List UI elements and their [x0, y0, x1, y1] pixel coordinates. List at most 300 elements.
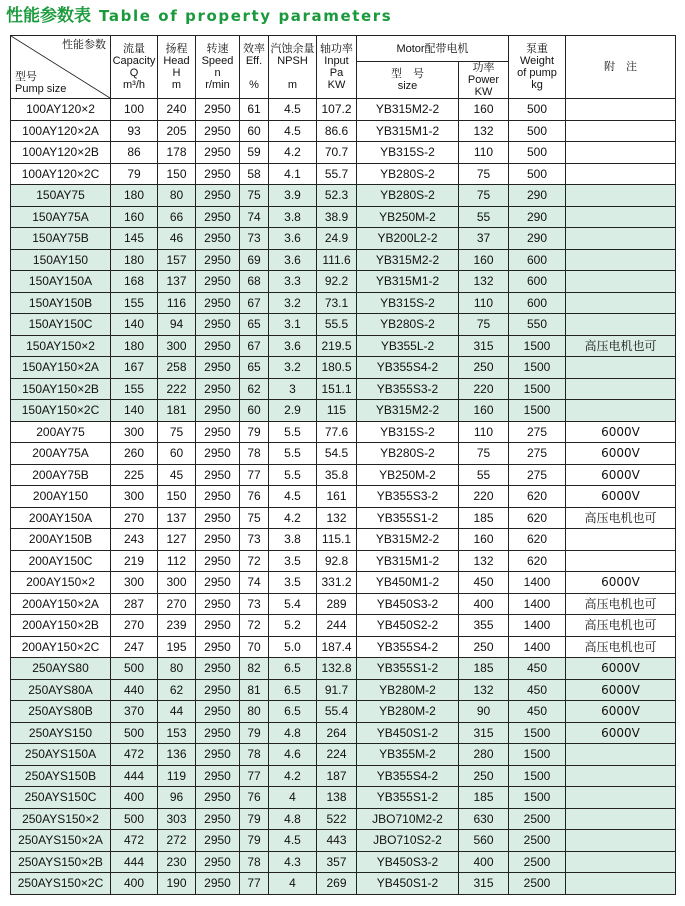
cell-n: 2950: [196, 206, 240, 228]
cell-eff: 81: [240, 679, 269, 701]
cell-npsh: 6.5: [269, 679, 317, 701]
cell-n: 2950: [196, 572, 240, 594]
table-row: [11, 400, 676, 422]
cell-n: 2950: [196, 335, 240, 357]
cell-pa: 24.9: [317, 228, 357, 250]
cell-npsh: 4.8: [269, 808, 317, 830]
cell-weight: 620: [509, 529, 566, 551]
cell-motor: YB280S-2: [357, 314, 459, 336]
cell-model: 200AY150A: [11, 507, 111, 529]
cell-motor: YB355S4-2: [357, 357, 459, 379]
cell-note: 6000V: [566, 658, 676, 680]
cell-weight: 1400: [509, 615, 566, 637]
table-row: [11, 378, 676, 400]
cell-weight: 1500: [509, 722, 566, 744]
cell-npsh: 4: [269, 873, 317, 895]
cell-motor: YB315M1-2: [357, 550, 459, 572]
cell-eff: 67: [240, 292, 269, 314]
cell-motor: YB355S3-2: [357, 378, 459, 400]
cell-h: 240: [158, 99, 196, 121]
cell-npsh: 3.6: [269, 228, 317, 250]
cell-model: 150AY75B: [11, 228, 111, 250]
cell-weight: 600: [509, 249, 566, 271]
cell-weight: 1500: [509, 765, 566, 787]
cell-kw: 110: [459, 421, 509, 443]
cell-kw: 132: [459, 550, 509, 572]
cell-weight: 500: [509, 163, 566, 185]
cell-model: 100AY120×2A: [11, 120, 111, 142]
cell-note: [566, 744, 676, 766]
cell-npsh: 4.8: [269, 722, 317, 744]
cell-n: 2950: [196, 744, 240, 766]
cell-npsh: 5.2: [269, 615, 317, 637]
cell-motor: YB355S1-2: [357, 787, 459, 809]
cell-q: 270: [111, 507, 158, 529]
cell-h: 195: [158, 636, 196, 658]
cell-q: 160: [111, 206, 158, 228]
cell-weight: 450: [509, 701, 566, 723]
cell-npsh: 3.6: [269, 335, 317, 357]
header-speed: 转速 Speed n r/min: [196, 36, 240, 99]
cell-note: [566, 120, 676, 142]
cell-weight: 1400: [509, 593, 566, 615]
cell-pa: 132: [317, 507, 357, 529]
cell-motor: YB315M1-2: [357, 271, 459, 293]
cell-weight: 500: [509, 142, 566, 164]
cell-kw: 75: [459, 314, 509, 336]
cell-motor: YB315M2-2: [357, 99, 459, 121]
cell-h: 181: [158, 400, 196, 422]
cell-motor: YB355S1-2: [357, 658, 459, 680]
header-motor-model: 型 号 size: [357, 62, 459, 99]
cell-note: 高压电机也可: [566, 593, 676, 615]
header-npsh: 汽蚀余量 NPSH m: [269, 36, 317, 99]
cell-n: 2950: [196, 378, 240, 400]
cell-h: 137: [158, 271, 196, 293]
cell-note: [566, 529, 676, 551]
cell-kw: 315: [459, 335, 509, 357]
cell-kw: 185: [459, 787, 509, 809]
cell-motor: JBO710S2-2: [357, 830, 459, 852]
header-motor: Motor配带电机: [357, 36, 509, 62]
cell-note: [566, 550, 676, 572]
cell-npsh: 4.5: [269, 99, 317, 121]
cell-n: 2950: [196, 464, 240, 486]
cell-model: 250AYS150B: [11, 765, 111, 787]
cell-motor: YB355S3-2: [357, 486, 459, 508]
cell-q: 472: [111, 744, 158, 766]
cell-npsh: 4.2: [269, 142, 317, 164]
cell-note: [566, 206, 676, 228]
table-row: [11, 507, 676, 529]
cell-n: 2950: [196, 615, 240, 637]
table-row: [11, 593, 676, 615]
cell-h: 239: [158, 615, 196, 637]
cell-n: 2950: [196, 507, 240, 529]
cell-eff: 65: [240, 357, 269, 379]
table-row: [11, 851, 676, 873]
cell-eff: 79: [240, 421, 269, 443]
cell-pa: 92.2: [317, 271, 357, 293]
cell-model: 150AY150A: [11, 271, 111, 293]
cell-n: 2950: [196, 357, 240, 379]
cell-npsh: 4.2: [269, 507, 317, 529]
table-row: [11, 830, 676, 852]
cell-h: 96: [158, 787, 196, 809]
cell-q: 79: [111, 163, 158, 185]
cell-weight: 2500: [509, 808, 566, 830]
cell-pa: 115.1: [317, 529, 357, 551]
cell-q: 500: [111, 808, 158, 830]
cell-pa: 73.1: [317, 292, 357, 314]
cell-q: 93: [111, 120, 158, 142]
cell-n: 2950: [196, 99, 240, 121]
cell-q: 225: [111, 464, 158, 486]
cell-eff: 77: [240, 765, 269, 787]
cell-q: 260: [111, 443, 158, 465]
cell-note: [566, 292, 676, 314]
cell-weight: 1400: [509, 636, 566, 658]
cell-weight: 290: [509, 185, 566, 207]
table-row: [11, 722, 676, 744]
cell-npsh: 5.5: [269, 464, 317, 486]
cell-note: 高压电机也可: [566, 636, 676, 658]
cell-pa: 54.5: [317, 443, 357, 465]
cell-q: 500: [111, 722, 158, 744]
table-row: [11, 185, 676, 207]
cell-weight: 275: [509, 443, 566, 465]
cell-q: 247: [111, 636, 158, 658]
table-row: [11, 744, 676, 766]
cell-kw: 220: [459, 486, 509, 508]
cell-kw: 75: [459, 185, 509, 207]
cell-pa: 115: [317, 400, 357, 422]
cell-model: 250AYS150: [11, 722, 111, 744]
cell-model: 250AYS150×2A: [11, 830, 111, 852]
cell-n: 2950: [196, 185, 240, 207]
cell-q: 500: [111, 658, 158, 680]
cell-weight: 450: [509, 679, 566, 701]
table-row: [11, 99, 676, 121]
table-row: [11, 271, 676, 293]
cell-h: 150: [158, 163, 196, 185]
cell-note: [566, 400, 676, 422]
cell-h: 153: [158, 722, 196, 744]
cell-motor: YB250M-2: [357, 464, 459, 486]
cell-h: 258: [158, 357, 196, 379]
cell-npsh: 3.2: [269, 292, 317, 314]
cell-h: 46: [158, 228, 196, 250]
cell-eff: 76: [240, 787, 269, 809]
cell-weight: 290: [509, 206, 566, 228]
cell-kw: 160: [459, 400, 509, 422]
cell-n: 2950: [196, 830, 240, 852]
cell-kw: 185: [459, 507, 509, 529]
cell-n: 2950: [196, 271, 240, 293]
table-row: [11, 443, 676, 465]
cell-model: 150AY150C: [11, 314, 111, 336]
cell-pa: 38.9: [317, 206, 357, 228]
table-row: [11, 658, 676, 680]
cell-weight: 620: [509, 550, 566, 572]
cell-eff: 70: [240, 636, 269, 658]
table-row: [11, 486, 676, 508]
cell-motor: YB315M2-2: [357, 400, 459, 422]
table-row: [11, 787, 676, 809]
cell-q: 219: [111, 550, 158, 572]
cell-weight: 2500: [509, 873, 566, 895]
header-weight: 泵重 Weight of pump kg: [509, 36, 566, 99]
cell-n: 2950: [196, 722, 240, 744]
cell-eff: 68: [240, 271, 269, 293]
cell-npsh: 5.0: [269, 636, 317, 658]
cell-motor: YB450M1-2: [357, 572, 459, 594]
cell-motor: YB355S4-2: [357, 765, 459, 787]
cell-eff: 79: [240, 808, 269, 830]
cell-kw: 132: [459, 120, 509, 142]
cell-eff: 74: [240, 572, 269, 594]
cell-note: [566, 787, 676, 809]
cell-motor: YB355L-2: [357, 335, 459, 357]
cell-motor: YB315M2-2: [357, 529, 459, 551]
header-head: 扬程 Head H m: [158, 36, 196, 99]
cell-pa: 522: [317, 808, 357, 830]
cell-motor: YB355M-2: [357, 744, 459, 766]
cell-npsh: 6.5: [269, 701, 317, 723]
cell-eff: 75: [240, 185, 269, 207]
table-row: [11, 292, 676, 314]
cell-pa: 55.7: [317, 163, 357, 185]
cell-pa: 91.7: [317, 679, 357, 701]
cell-kw: 315: [459, 722, 509, 744]
cell-weight: 1500: [509, 335, 566, 357]
cell-h: 205: [158, 120, 196, 142]
cell-eff: 77: [240, 464, 269, 486]
cell-h: 150: [158, 486, 196, 508]
cell-model: 250AYS150×2: [11, 808, 111, 830]
table-row: [11, 572, 676, 594]
cell-weight: 450: [509, 658, 566, 680]
cell-n: 2950: [196, 873, 240, 895]
cell-npsh: 3.8: [269, 529, 317, 551]
cell-eff: 74: [240, 206, 269, 228]
cell-pa: 289: [317, 593, 357, 615]
cell-eff: 78: [240, 443, 269, 465]
header-model-corner: [11, 36, 111, 99]
cell-q: 167: [111, 357, 158, 379]
table-row: [11, 679, 676, 701]
cell-pa: 151.1: [317, 378, 357, 400]
cell-kw: 37: [459, 228, 509, 250]
cell-h: 60: [158, 443, 196, 465]
cell-weight: 550: [509, 314, 566, 336]
cell-note: [566, 765, 676, 787]
cell-h: 222: [158, 378, 196, 400]
cell-q: 180: [111, 249, 158, 271]
cell-pa: 55.4: [317, 701, 357, 723]
cell-npsh: 4.1: [269, 163, 317, 185]
cell-model: 250AYS150×2B: [11, 851, 111, 873]
cell-n: 2950: [196, 120, 240, 142]
cell-q: 86: [111, 142, 158, 164]
cell-npsh: 4.3: [269, 851, 317, 873]
cell-weight: 275: [509, 464, 566, 486]
cell-note: [566, 271, 676, 293]
cell-q: 400: [111, 787, 158, 809]
cell-eff: 73: [240, 228, 269, 250]
cell-model: 250AYS80A: [11, 679, 111, 701]
cell-q: 300: [111, 421, 158, 443]
table-row: [11, 249, 676, 271]
cell-note: [566, 314, 676, 336]
cell-q: 444: [111, 851, 158, 873]
cell-pa: 357: [317, 851, 357, 873]
cell-note: 6000V: [566, 701, 676, 723]
cell-h: 94: [158, 314, 196, 336]
cell-model: 200AY150×2: [11, 572, 111, 594]
cell-pa: 180.5: [317, 357, 357, 379]
cell-note: [566, 357, 676, 379]
cell-kw: 75: [459, 163, 509, 185]
cell-kw: 160: [459, 99, 509, 121]
cell-kw: 630: [459, 808, 509, 830]
cell-model: 200AY150×2B: [11, 615, 111, 637]
cell-model: 150AY150×2B: [11, 378, 111, 400]
table-row: [11, 464, 676, 486]
cell-weight: 275: [509, 421, 566, 443]
cell-weight: 1400: [509, 572, 566, 594]
cell-n: 2950: [196, 314, 240, 336]
cell-pa: 269: [317, 873, 357, 895]
cell-h: 44: [158, 701, 196, 723]
cell-n: 2950: [196, 443, 240, 465]
table-row: [11, 808, 676, 830]
table-row: [11, 529, 676, 551]
cell-note: [566, 808, 676, 830]
cell-h: 270: [158, 593, 196, 615]
cell-npsh: 4: [269, 787, 317, 809]
cell-note: 6000V: [566, 679, 676, 701]
cell-weight: 600: [509, 292, 566, 314]
cell-q: 145: [111, 228, 158, 250]
cell-weight: 600: [509, 271, 566, 293]
cell-model: 150AY75: [11, 185, 111, 207]
cell-motor: YB280S-2: [357, 163, 459, 185]
title-cn: 性能参数表: [6, 6, 91, 26]
cell-q: 180: [111, 335, 158, 357]
table-row: [11, 314, 676, 336]
cell-pa: 187: [317, 765, 357, 787]
cell-eff: 82: [240, 658, 269, 680]
cell-note: [566, 830, 676, 852]
table-row: [11, 765, 676, 787]
cell-model: 200AY150×2C: [11, 636, 111, 658]
cell-motor: YB280M-2: [357, 679, 459, 701]
cell-weight: 1500: [509, 744, 566, 766]
cell-kw: 55: [459, 464, 509, 486]
cell-weight: 290: [509, 228, 566, 250]
cell-q: 155: [111, 378, 158, 400]
cell-h: 230: [158, 851, 196, 873]
cell-npsh: 5.4: [269, 593, 317, 615]
cell-motor: YB355S4-2: [357, 636, 459, 658]
cell-kw: 400: [459, 593, 509, 615]
cell-n: 2950: [196, 163, 240, 185]
cell-pa: 161: [317, 486, 357, 508]
cell-npsh: 4.2: [269, 765, 317, 787]
cell-motor: YB315S-2: [357, 421, 459, 443]
cell-note: [566, 228, 676, 250]
cell-pa: 70.7: [317, 142, 357, 164]
cell-kw: 250: [459, 357, 509, 379]
table-row: [11, 615, 676, 637]
cell-h: 45: [158, 464, 196, 486]
cell-eff: 72: [240, 550, 269, 572]
cell-model: 250AYS150×2C: [11, 873, 111, 895]
cell-pa: 52.3: [317, 185, 357, 207]
cell-h: 112: [158, 550, 196, 572]
table-row: [11, 873, 676, 895]
cell-weight: 1500: [509, 357, 566, 379]
cell-q: 140: [111, 314, 158, 336]
cell-motor: YB355S1-2: [357, 507, 459, 529]
cell-q: 444: [111, 765, 158, 787]
header-note: 附 注: [566, 36, 676, 99]
cell-n: 2950: [196, 593, 240, 615]
cell-n: 2950: [196, 679, 240, 701]
cell-model: 200AY75A: [11, 443, 111, 465]
cell-h: 136: [158, 744, 196, 766]
cell-q: 100: [111, 99, 158, 121]
cell-pa: 244: [317, 615, 357, 637]
header-capacity: 流量 Capacity Q m³/h: [111, 36, 158, 99]
cell-q: 168: [111, 271, 158, 293]
cell-pa: 224: [317, 744, 357, 766]
cell-eff: 73: [240, 529, 269, 551]
cell-kw: 185: [459, 658, 509, 680]
cell-h: 62: [158, 679, 196, 701]
table-row: [11, 228, 676, 250]
cell-n: 2950: [196, 249, 240, 271]
cell-h: 272: [158, 830, 196, 852]
cell-h: 190: [158, 873, 196, 895]
cell-motor: YB315M2-2: [357, 249, 459, 271]
cell-npsh: 4.5: [269, 120, 317, 142]
cell-eff: 77: [240, 873, 269, 895]
cell-model: 150AY75A: [11, 206, 111, 228]
cell-pa: 331.2: [317, 572, 357, 594]
cell-eff: 76: [240, 486, 269, 508]
cell-n: 2950: [196, 486, 240, 508]
cell-weight: 2500: [509, 851, 566, 873]
cell-npsh: 3.8: [269, 206, 317, 228]
header-motor-power: 功率 Power KW: [459, 62, 509, 99]
cell-npsh: 3.2: [269, 357, 317, 379]
cell-n: 2950: [196, 529, 240, 551]
cell-q: 370: [111, 701, 158, 723]
cell-model: 150AY150: [11, 249, 111, 271]
cell-weight: 1500: [509, 787, 566, 809]
cell-eff: 65: [240, 314, 269, 336]
cell-h: 80: [158, 658, 196, 680]
cell-weight: 500: [509, 120, 566, 142]
cell-model: 100AY120×2B: [11, 142, 111, 164]
cell-eff: 60: [240, 120, 269, 142]
cell-eff: 78: [240, 851, 269, 873]
cell-n: 2950: [196, 851, 240, 873]
cell-h: 300: [158, 572, 196, 594]
cell-pa: 111.6: [317, 249, 357, 271]
